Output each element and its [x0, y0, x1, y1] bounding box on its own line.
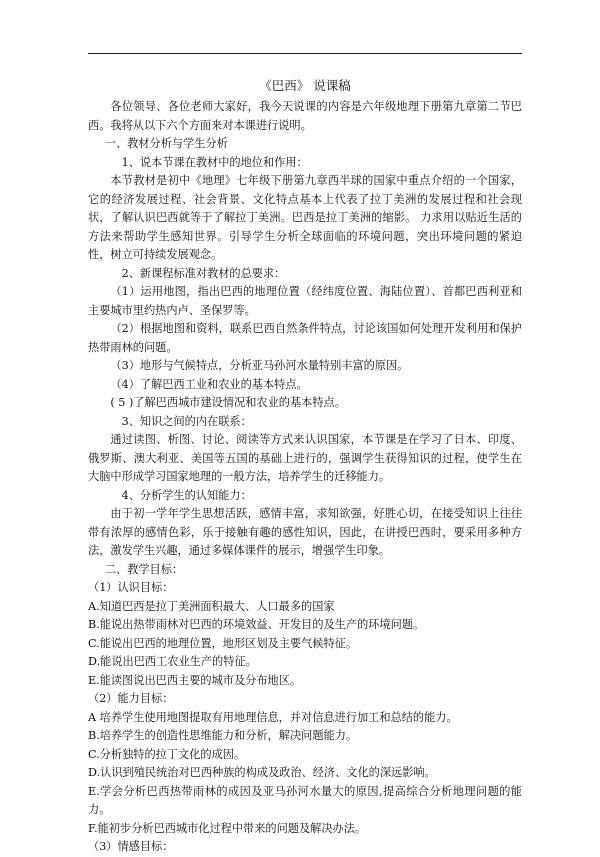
objective-heading: （1）认识目标：: [88, 581, 174, 594]
intro-paragraph: 各位领导、各位老师大家好，我今天说课的内容是六年级地理下册第九章第二节巴西。我将从以下六个方面来对本课进行说明。: [88, 100, 522, 132]
subsection-heading: 1、说本节课在教材中的地位和作用：: [121, 155, 308, 169]
document-title: 《巴西》 说课稿: [259, 78, 351, 93]
list-item: D.能说出巴西工农业生产的特征。: [88, 655, 257, 668]
list-item: B.能说出热带雨林对巴西的环境效益、开发目的及生产的环境问题。: [88, 618, 425, 631]
list-item: C.能说出巴西的地理位置，地形区划及主要气候特征。: [88, 636, 358, 650]
subsection-heading: 3、知识之间的内在联系：: [121, 414, 252, 428]
body-paragraph: 通过读图、析图、讨论、阅读等方式来认识国家，本节课是在学习了日本、印度、俄罗斯、澳大利亚、美国等五国的基础上进行的，强调学生获得知识的过程，使学生在大脑中形成学习国家地理的一般方法，培养学生的迁移能力。: [88, 433, 522, 483]
section-heading: 一、教材分析与学生分析: [104, 137, 228, 150]
objective-heading: （3）情感目标：: [88, 840, 174, 853]
list-item: （2）根据地图和资料，联系巴西自然条件特点，讨论该国如何处理开发利用和保护热带雨林的问题。: [88, 322, 522, 354]
list-item: （1）运用地图，指出巴西的地理位置（经纬度位置、海陆位置）、首都巴西利亚和主要城市里约热内卢、圣保罗等。: [88, 285, 522, 317]
list-item: （4）了解巴西工业和农业的基本特点。: [110, 377, 308, 391]
list-item: A 培养学生使用地图提取有用地理信息，并对信息进行加工和总结的能力。: [88, 710, 458, 724]
subsection-heading: 2、新课程标准对教材的总要求：: [121, 266, 286, 280]
list-item: B.培养学生的创造性思维能力和分析，解决问题能力。: [88, 729, 358, 742]
list-item: A.知道巴西是拉丁美洲面积最大、人口最多的国家: [88, 599, 335, 613]
list-item: ( 5 )了解巴西城市建设情况和农业的基本特点。: [110, 396, 346, 409]
list-item: （3）地形与气候特点，分析亚马孙河水量特别丰富的原因。: [110, 359, 409, 372]
body-paragraph: 本节教材是初中《地理》七年级下册第九章西半球的国家中重点介绍的一个国家，它的经济发展过程、社会背景、文化特点基本上代表了拉丁美洲的发展过程和社会现状，了解认识巴西就等于了解拉丁美洲。巴西是拉丁美洲的缩影。 力求用以贴近生活的方法来帮助学生感知世界。引导学生分析全球面临的环境问题，突出环境问题的紧迫性，树立可持续发展观念。: [88, 174, 522, 261]
list-item: E.能读图说出巴西主要的城市及分布地区。: [88, 673, 302, 687]
header-rule: [88, 53, 522, 54]
body-paragraph: 由于初一学年学生思想活跃，感情丰富，求知欲强，好胜心切，在接受知识上往往带有浓厚的感情色彩，乐于接触有趣的感性知识，因此，在讲授巴西时，要采用多种方法，激发学生兴趣，通过多媒体课件的展示，增强学生印象。: [88, 507, 522, 557]
list-item: F.能初步分析巴西城市化过程中带来的问题及解决办法。: [88, 821, 367, 835]
list-item: D.认识到殖民统治对巴西种族的构成及政治、经济、文化的深远影响。: [88, 766, 436, 779]
objective-heading: （2）能力目标：: [88, 692, 174, 705]
subsection-heading: 4、分析学生的认知能力：: [121, 488, 252, 502]
section-heading: 二、教学目标：: [104, 562, 184, 576]
list-item: C.分析独特的拉丁文化的成因。: [88, 747, 246, 761]
document-body: [88, 98, 522, 857]
list-item: E.学会分析巴西热带雨林的成因及亚马孙河水量大的原因,提高综合分析地理问题的能力。: [88, 784, 522, 816]
